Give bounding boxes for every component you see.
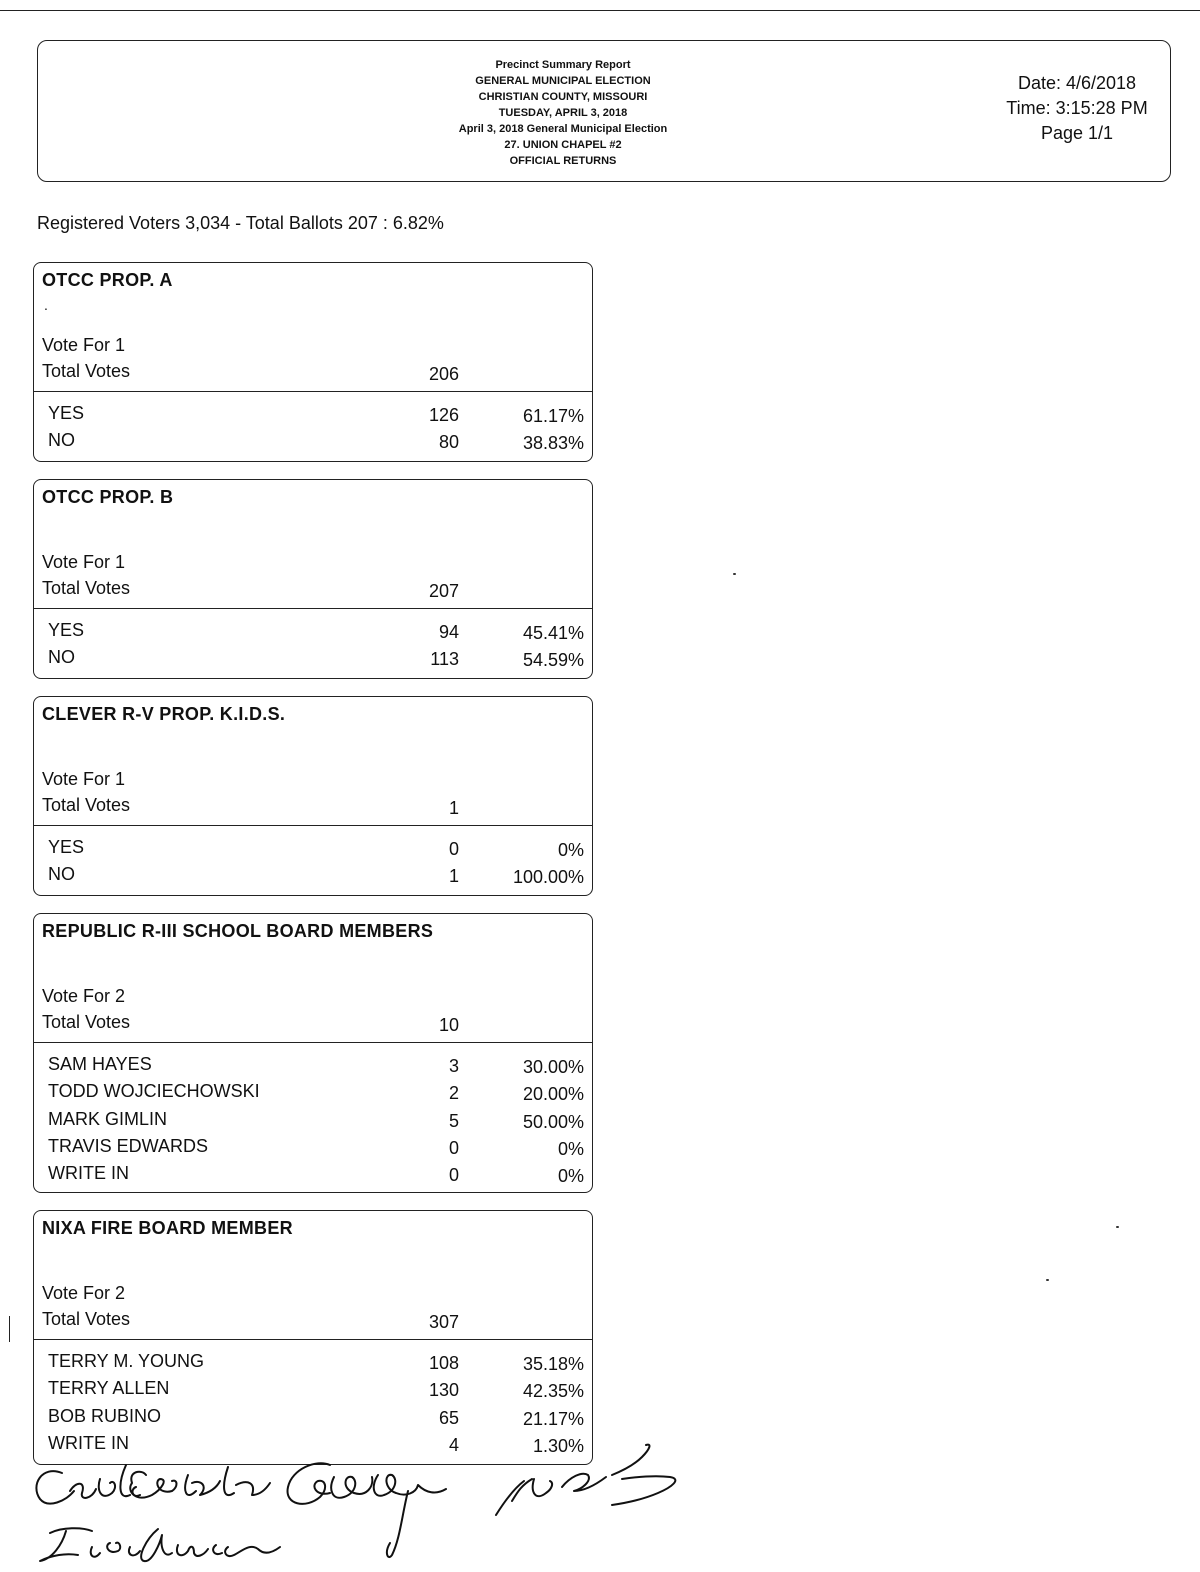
choice-percent: 54.59% [522,650,584,671]
vote-for-label: Vote For 2 [42,986,126,1006]
choice-percent: 42.35% [522,1381,584,1402]
choice-name: YES [48,620,85,640]
contest-box [33,696,593,896]
signatures [22,1432,702,1570]
report-title: Precinct Summary Report [495,59,631,71]
choice-name: WRITE IN [48,1163,129,1184]
choice-percent: 45.41% [522,623,584,643]
signature-2 [40,1528,280,1561]
vote-for-label: Vote For 1 [42,552,126,572]
choice-percent: 0% [557,1166,584,1187]
turnout-summary: Registered Voters 3,034 - Total Ballots 207 : 6.82% [37,213,444,233]
choice-name: TRAVIS EDWARDS [48,1135,209,1156]
choice-votes: 130 [428,1380,459,1401]
top-edge-rule [0,10,1200,11]
contest-title: NIXA FIRE BOARD MEMBER [42,1218,293,1238]
contest-divider [34,391,592,392]
contest-divider [34,1339,592,1340]
choice-name: NO [48,864,75,885]
choice-percent: 30.00% [522,1057,584,1077]
choice-votes: 0 [448,839,459,859]
total-votes-label: Total Votes [42,1309,131,1329]
contest-box [33,262,593,462]
choice-votes: 4 [448,1434,459,1455]
report-date: Date: 4/6/2018 [1017,73,1137,93]
choice-votes: 65 [438,1407,459,1428]
choice-name: TERRY M. YOUNG [48,1351,205,1371]
vote-for-label: Vote For 1 [42,335,126,355]
report-header [37,40,1171,182]
choice-row [48,1109,584,1136]
total-votes-label: Total Votes [42,578,131,598]
election-day: TUESDAY, APRIL 3, 2018 [498,107,628,119]
election-description: April 3, 2018 General Municipal Election [458,123,668,135]
choice-votes: 126 [428,405,459,425]
choice-row [48,1136,584,1163]
choice-percent: 20.00% [522,1084,584,1105]
choice-row [48,430,584,457]
choice-row [48,864,584,891]
choice-votes: 108 [428,1353,459,1373]
signature-3 [288,1463,446,1557]
returns-status: OFFICIAL RETURNS [509,155,617,167]
choice-votes: 3 [448,1056,459,1076]
contest-title: CLEVER R-V PROP. K.I.D.S. [42,704,286,724]
signature-1 [36,1465,270,1504]
choice-name: WRITE IN [48,1432,129,1453]
choice-row [48,620,584,647]
contest-divider [34,1042,592,1043]
choice-percent: 0% [557,1138,584,1159]
choice-votes: 5 [448,1110,459,1131]
vote-for-label: Vote For 1 [42,769,126,789]
margin-mark [9,1316,10,1342]
choice-row [48,403,584,430]
scan-speck [1046,1279,1049,1281]
contest-box [33,479,593,679]
contest-title: REPUBLIC R-III SCHOOL BOARD MEMBERS [42,921,434,941]
report-title-block [338,57,788,169]
scan-speck [733,573,736,575]
choice-row [48,647,584,674]
choice-percent: 1.30% [532,1435,584,1456]
choice-name: NO [48,647,75,668]
page-number: Page 1/1 [1040,123,1114,143]
choice-row [48,837,584,864]
precinct-name: 27. UNION CHAPEL #2 [504,139,622,151]
total-votes-value: 10 [438,1015,459,1035]
total-votes-value: 1 [448,798,459,818]
signature-4 [496,1445,675,1515]
choice-percent: 35.18% [522,1354,584,1374]
total-votes-value: 206 [428,364,459,384]
vote-for-label: Vote For 2 [42,1283,126,1303]
scan-speck [1116,1226,1119,1228]
choice-row [48,1406,584,1433]
choice-row [48,1054,584,1081]
choice-votes: 94 [438,622,459,642]
total-votes-value: 307 [428,1312,459,1332]
total-votes-label: Total Votes [42,361,131,381]
choice-percent: 61.17% [522,406,584,426]
choice-row [48,1351,584,1378]
choice-name: NO [48,430,75,451]
total-votes-label: Total Votes [42,1012,131,1032]
choice-name: SAM HAYES [48,1054,152,1074]
total-votes-label: Total Votes [42,795,131,815]
choice-votes: 113 [430,649,459,670]
contest-note: . [44,297,48,313]
election-name: GENERAL MUNICIPAL ELECTION [475,75,651,87]
choice-row [48,1081,584,1108]
choice-name: YES [48,403,85,423]
choice-name: YES [48,837,85,857]
choice-percent: 0% [557,840,584,860]
choice-row [48,1163,584,1190]
report-meta [992,71,1162,146]
choice-row [48,1378,584,1405]
choice-percent: 100.00% [512,867,584,888]
contest-title: OTCC PROP. A [42,270,173,290]
choice-percent: 21.17% [522,1408,584,1429]
contest-box [33,1210,593,1465]
total-votes-value: 207 [428,581,459,601]
choice-votes: 0 [448,1165,459,1186]
contest-title: OTCC PROP. B [42,487,174,507]
contest-divider [34,608,592,609]
choice-name: BOB RUBINO [48,1405,162,1426]
contest-divider [34,825,592,826]
choice-votes: 1 [448,866,459,887]
choice-percent: 38.83% [522,433,584,454]
contest-box [33,913,593,1193]
choice-votes: 2 [448,1083,459,1104]
choice-name: TERRY ALLEN [48,1378,170,1399]
report-time: Time: 3:15:28 PM [1006,98,1148,118]
choice-votes: 80 [438,432,459,453]
choice-name: MARK GIMLIN [48,1108,168,1129]
choice-votes: 0 [448,1137,459,1158]
choice-name: TODD WOJCIECHOWSKI [48,1081,260,1102]
county-name: CHRISTIAN COUNTY, MISSOURI [478,91,648,103]
choice-percent: 50.00% [522,1111,584,1132]
